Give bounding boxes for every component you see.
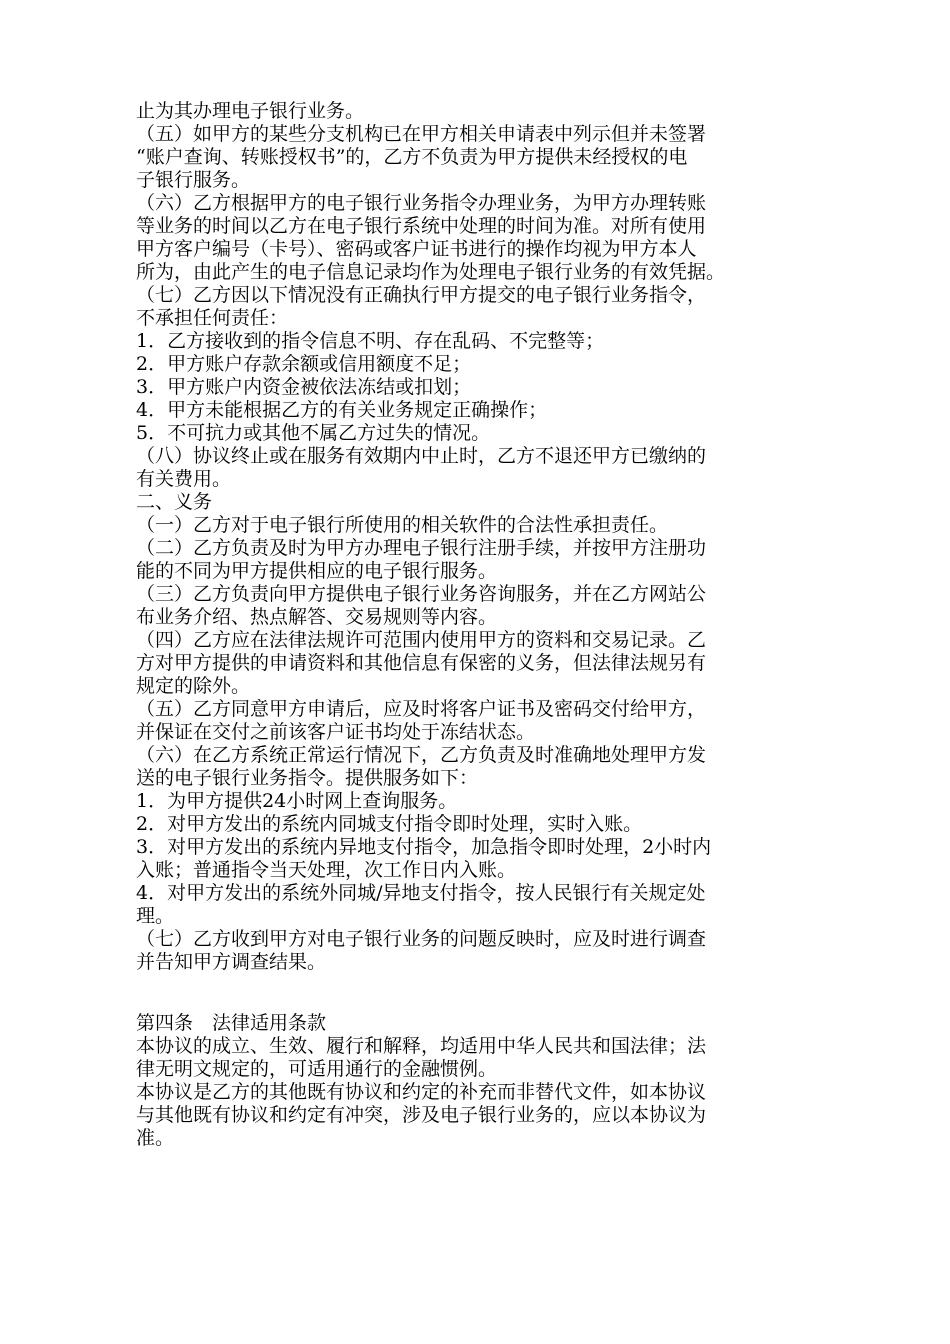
text-line: 1．乙方接收到的指令信息不明、存在乱码、不完整等； — [136, 330, 605, 352]
text-line: 子银行服务。 — [136, 169, 251, 191]
text-line: 二、义务 — [136, 491, 213, 513]
text-line: 准。 — [136, 1127, 175, 1149]
text-line: 4．甲方未能根据乙方的有关业务规定正确操作； — [136, 399, 548, 421]
text-line: 并保证在交付之前该客户证书均处于冻结状态。 — [136, 721, 536, 743]
text-line: 能的不同为甲方提供相应的电子银行服务。 — [136, 560, 498, 582]
text-line: 有关费用。 — [136, 468, 232, 490]
text-line: 规定的除外。 — [136, 675, 251, 697]
text-line: 理。 — [136, 905, 175, 927]
text-line: 甲方客户编号（卡号）、密码或客户证书进行的操作均视为甲方本人 — [136, 238, 697, 260]
document-page — [136, 100, 816, 1150]
text-line: （六）在乙方系统正常运行情况下，乙方负责及时准确地处理甲方发 — [136, 744, 707, 766]
text-line: 1．为甲方提供24小时网上查询服务。 — [136, 790, 458, 812]
text-line: （五）如甲方的某些分支机构已在甲方相关申请表中列示但并未签署 — [136, 123, 707, 145]
text-line: 本协议是乙方的其他既有协议和约定的补充而非替代文件，如本协议 — [136, 1081, 707, 1103]
text-line: 本协议的成立、生效、履行和解释，均适用中华人民共和国法律；法 — [136, 1035, 707, 1057]
text-line: 律无明文规定的，可适用通行的金融惯例。 — [136, 1058, 498, 1080]
article-4-heading: 第四条 法律适用条款 — [136, 1012, 327, 1034]
text-line: 不承担任何责任： — [136, 307, 289, 329]
text-line: （一）乙方对于电子银行所使用的相关软件的合法性承担责任。 — [136, 514, 669, 536]
text-line: 等业务的时间以乙方在电子银行系统中处理的时间为准。对所有使用 — [136, 215, 707, 237]
text-line: （四）乙方应在法律法规许可范围内使用甲方的资料和交易记录。乙 — [136, 629, 707, 651]
text-line: 止为其办理电子银行业务。 — [136, 100, 365, 122]
document-body — [136, 100, 816, 974]
text-line: “账户查询、转账授权书”的，乙方不负责为甲方提供未经授权的电 — [136, 146, 688, 168]
text-line: 5．不可抗力或其他不属乙方过失的情况。 — [136, 422, 491, 444]
text-line: （七）乙方因以下情况没有正确执行甲方提交的电子银行业务指令， — [136, 284, 707, 306]
text-line: （二）乙方负责及时为甲方办理电子银行注册手续，并按甲方注册功 — [136, 537, 707, 559]
text-line: （七）乙方收到甲方对电子银行业务的问题反映时，应及时进行调查 — [136, 928, 707, 950]
article-4-body — [136, 1035, 816, 1150]
text-line: 送的电子银行业务指令。提供服务如下： — [136, 767, 479, 789]
text-line: 3．对甲方发出的系统内异地支付指令，加急指令即时处理，2小时内 — [136, 836, 712, 858]
text-line: （五）乙方同意甲方申请后，应及时将客户证书及密码交付给甲方， — [136, 698, 707, 720]
text-line: （六）乙方根据甲方的电子银行业务指令办理业务，为甲方办理转账 — [136, 192, 707, 214]
text-line: （三）乙方负责向甲方提供电子银行业务咨询服务，并在乙方网站公 — [136, 583, 707, 605]
text-line: 4．对甲方发出的系统外同城/异地支付指令，按人民银行有关规定处 — [136, 882, 706, 904]
text-line: 2．对甲方发出的系统内同城支付指令即时处理，实时入账。 — [136, 813, 643, 835]
text-line: 与其他既有协议和约定有冲突，涉及电子银行业务的，应以本协议为 — [136, 1104, 707, 1126]
text-line: 并告知甲方调查结果。 — [136, 951, 327, 973]
text-line: 3．甲方账户内资金被依法冻结或扣划； — [136, 376, 472, 398]
text-line: 方对甲方提供的申请资料和其他信息有保密的义务，但法律法规另有 — [136, 652, 707, 674]
text-line: 入账；普通指令当天处理，次工作日内入账。 — [136, 859, 517, 881]
text-line: 布业务介绍、热点解答、交易规则等内容。 — [136, 606, 498, 628]
text-line: 所为，由此产生的电子信息记录均作为处理电子银行业务的有效凭据。 — [136, 261, 726, 283]
text-line: （八）协议终止或在服务有效期内中止时，乙方不退还甲方已缴纳的 — [136, 445, 707, 467]
section-gap — [136, 974, 816, 1012]
text-line: 2．甲方账户存款余额或信用额度不足； — [136, 353, 472, 375]
